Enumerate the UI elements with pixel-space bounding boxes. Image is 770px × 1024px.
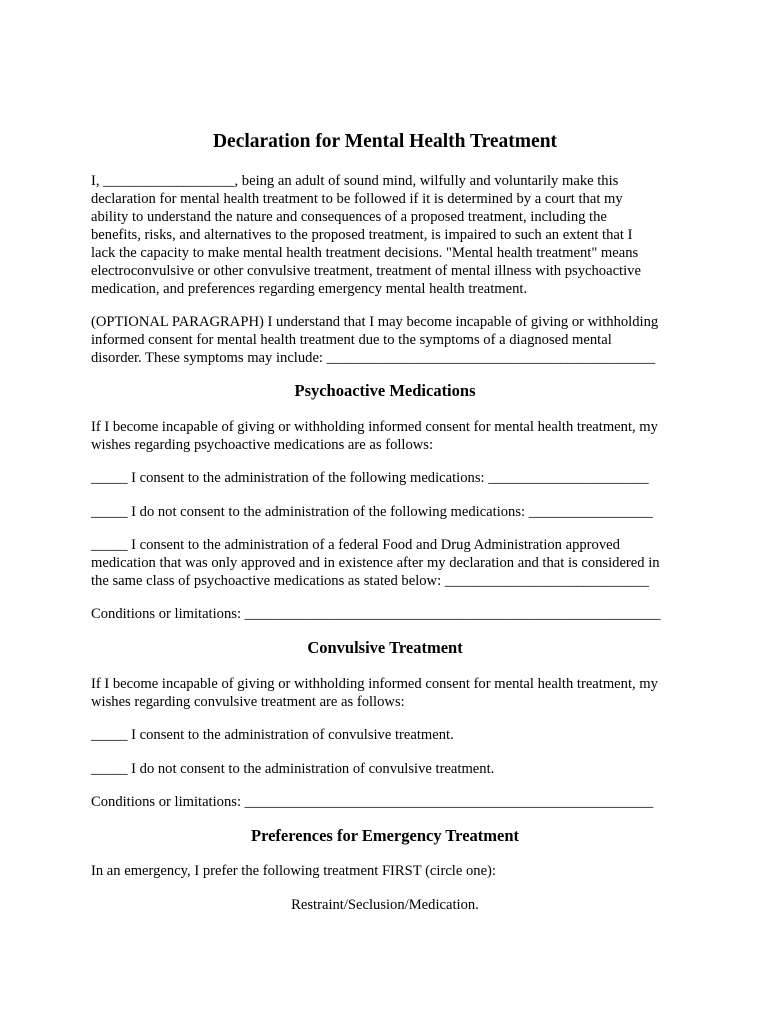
fda-consent-line: the same class of psychoactive medications as stated below: ____________________________ bbox=[91, 573, 650, 589]
psychoactive-intro-line: If I become incapable of giving or withholding informed consent for mental health treatment, my bbox=[91, 419, 658, 435]
convulsive-consent-line: _____ I consent to the administration of convulsive treatment. bbox=[91, 727, 454, 743]
fda-consent-line: medication that was only approved and in existence after my declaration and that is considered in bbox=[91, 555, 660, 571]
intro-line: benefits, risks, and alternatives to the proposed treatment, is impaired to such an extent that I bbox=[91, 227, 633, 243]
psychoactive-no-consent-line: _____ I do not consent to the administration of the following medications: _________________ bbox=[91, 504, 653, 520]
document-title: Declaration for Mental Health Treatment bbox=[212, 131, 558, 152]
psychoactive-heading: Psychoactive Medications bbox=[294, 381, 476, 400]
emergency-options: Restraint/Seclusion/Medication. bbox=[291, 897, 479, 913]
fda-consent-line: _____ I consent to the administration of a federal Food and Drug Administration approved bbox=[91, 537, 620, 553]
optional-paragraph-line: informed consent for mental health treatment due to the symptoms of a diagnosed mental bbox=[91, 332, 612, 348]
intro-line: medication, and preferences regarding emergency mental health treatment. bbox=[91, 281, 528, 297]
intro-line: ability to understand the nature and consequences of a proposed treatment, including the bbox=[91, 209, 607, 225]
optional-paragraph-line: disorder. These symptoms may include: _____________________________________________ bbox=[91, 350, 655, 366]
convulsive-conditions-line: Conditions or limitations: ________________________________________________________ bbox=[91, 794, 654, 810]
intro-line: I, __________________, being an adult of sound mind, wilfully and voluntarily make this bbox=[91, 173, 619, 189]
intro-line: lack the capacity to make mental health treatment decisions. "Mental health treatment" means bbox=[91, 245, 639, 261]
optional-paragraph-line: (OPTIONAL PARAGRAPH) I understand that I may become incapable of giving or withholding bbox=[91, 314, 659, 330]
convulsive-no-consent-line: _____ I do not consent to the administration of convulsive treatment. bbox=[91, 761, 495, 777]
psychoactive-consent-line: _____ I consent to the administration of the following medications: ______________________ bbox=[91, 470, 649, 486]
intro-line: electroconvulsive or other convulsive treatment, treatment of mental illness with psychoactive bbox=[91, 263, 641, 279]
psychoactive-conditions-line: Conditions or limitations: _________________________________________________________ bbox=[91, 606, 661, 622]
convulsive-intro-line: If I become incapable of giving or withholding informed consent for mental health treatment, my bbox=[91, 676, 658, 692]
intro-line: declaration for mental health treatment to be followed if it is determined by a court that my bbox=[91, 191, 623, 207]
psychoactive-intro-line: wishes regarding psychoactive medications are as follows: bbox=[91, 437, 434, 453]
emergency-heading: Preferences for Emergency Treatment bbox=[250, 826, 520, 845]
convulsive-heading: Convulsive Treatment bbox=[307, 638, 463, 657]
emergency-prompt: In an emergency, I prefer the following treatment FIRST (circle one): bbox=[91, 863, 496, 879]
convulsive-intro-line: wishes regarding convulsive treatment are as follows: bbox=[91, 694, 405, 710]
